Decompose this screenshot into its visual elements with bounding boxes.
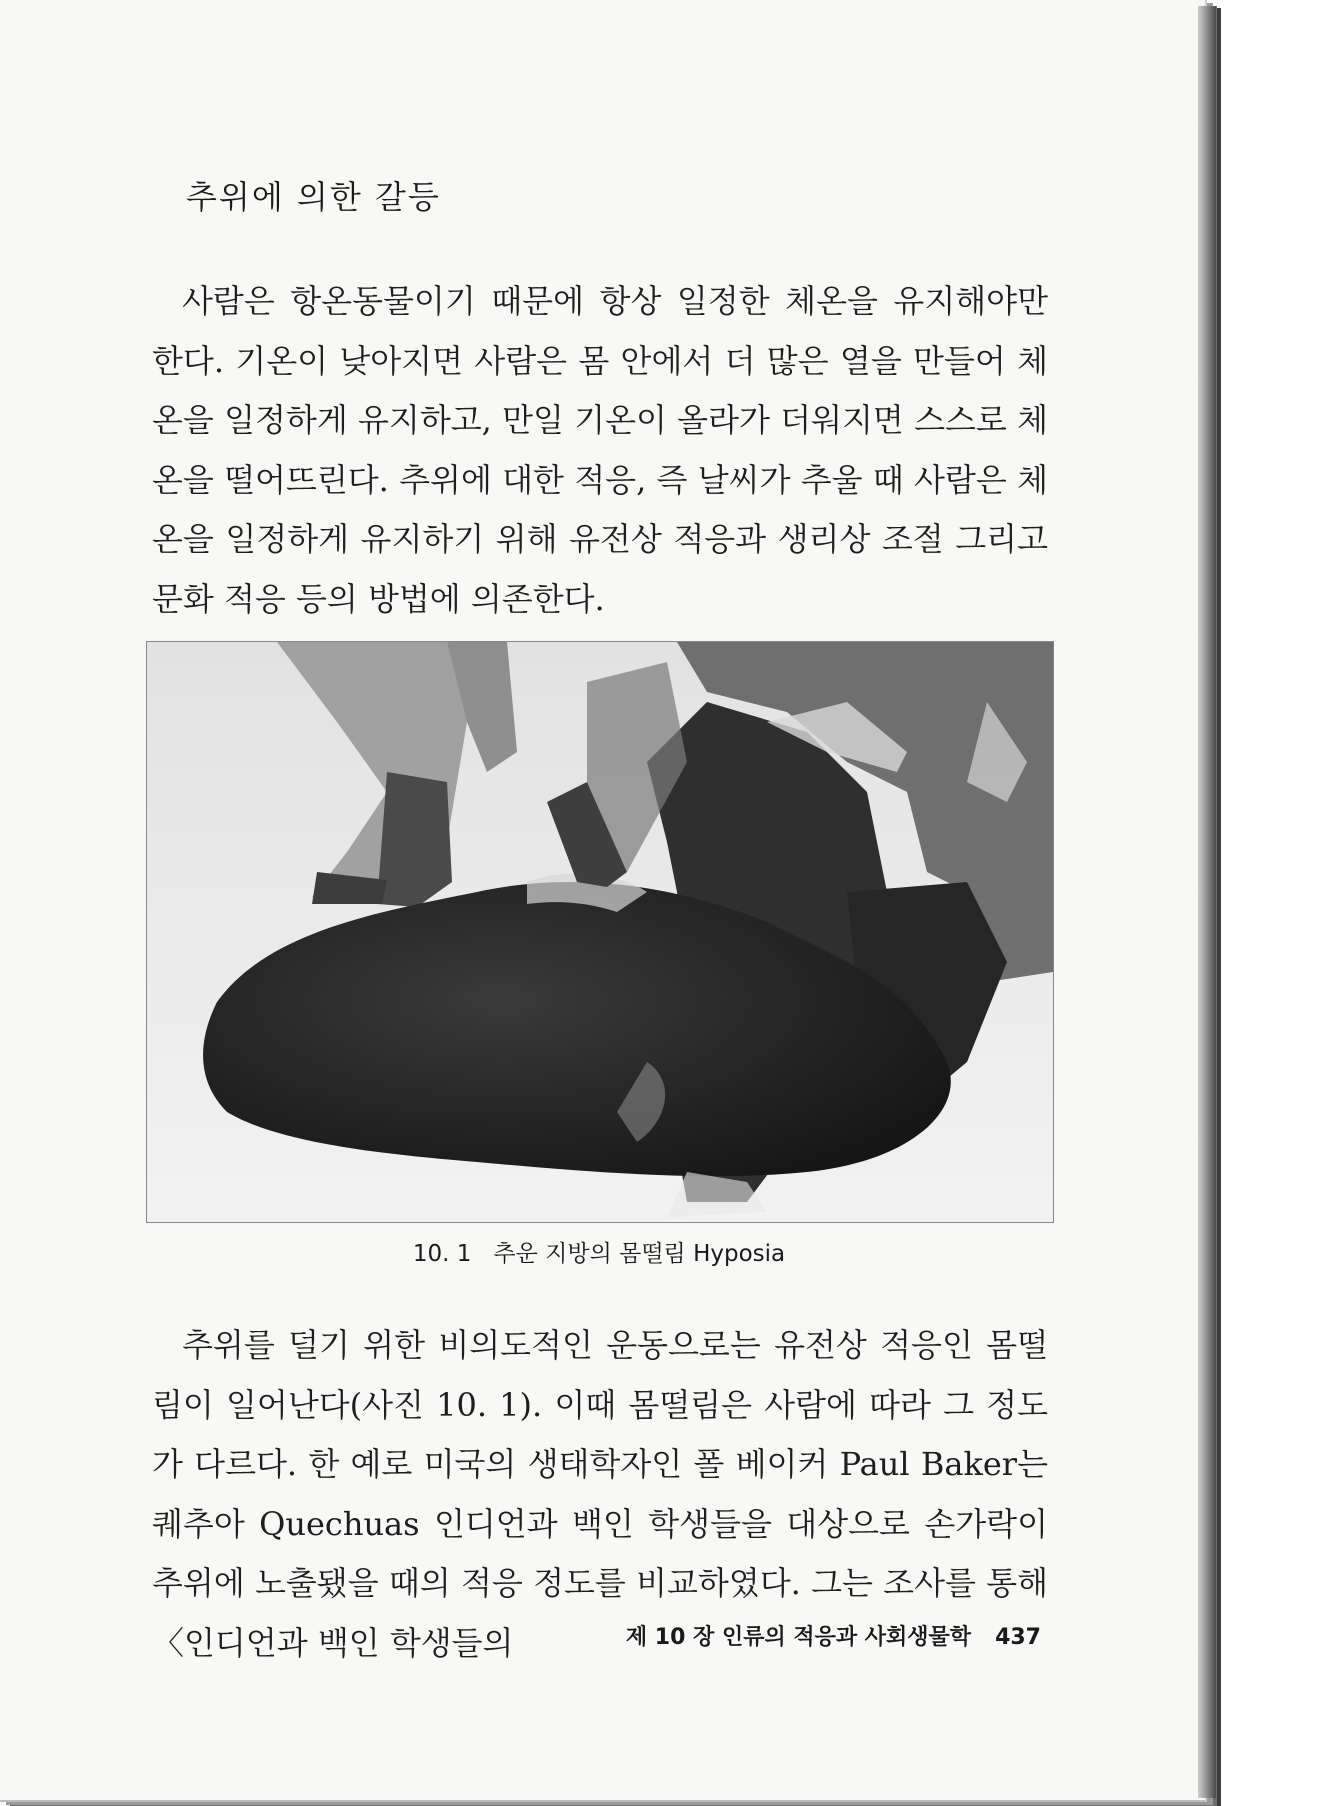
page-footer — [626, 1620, 1041, 1651]
paragraph-2: 추위를 덜기 위한 비의도적인 운동으로는 유전상 적응인 몸떨림이 일어난다(사진 10. 1). 이때 몸떨림은 사람에 따라 그 정도가 다르다. 한 예로 미국의 생태학자인 폴 베이커 Paul Baker는 퀘추아 Quechuas 인디언과 백인 학생들을 대상으로 손가락이 추위에 노출됐을 때의 적응 정도를 비교하였다. 그는 조사를 통해 〈인디언과 백인 학생들의 — [152, 1326, 1048, 1662]
figure-caption-text: 추운 지방의 몸떨림 Hyposia — [493, 1241, 786, 1267]
figure-caption — [146, 1235, 1052, 1268]
figure-photo — [146, 641, 1054, 1223]
photo-illustration — [147, 642, 1053, 1222]
running-chapter-title: 제 10 장 인류의 적응과 사회생물학 — [625, 1625, 972, 1650]
paragraph-1: 사람은 항온동물이기 때문에 항상 일정한 체온을 유지해야만 한다. 기온이 낮아지면 사람은 몸 안에서 더 많은 열을 만들어 체온을 일정하게 유지하고, 만일 기온이 올라가 더워지면 스스로 체온을 떨어뜨린다. 추위에 대한 적응, 즉 날씨가 추울 때 사람은 체온을 일정하게 유지하기 위해 유전상 적응과 생리상 조절 그리고 문화 적응 등의 방법에 의존한다. — [152, 282, 1048, 618]
page-number: 437 — [995, 1625, 1041, 1650]
section-heading: 추위에 의한 갈등 — [186, 178, 441, 216]
page-edge-shadow — [1198, 6, 1216, 1798]
figure-number: 10. 1 — [412, 1241, 472, 1267]
